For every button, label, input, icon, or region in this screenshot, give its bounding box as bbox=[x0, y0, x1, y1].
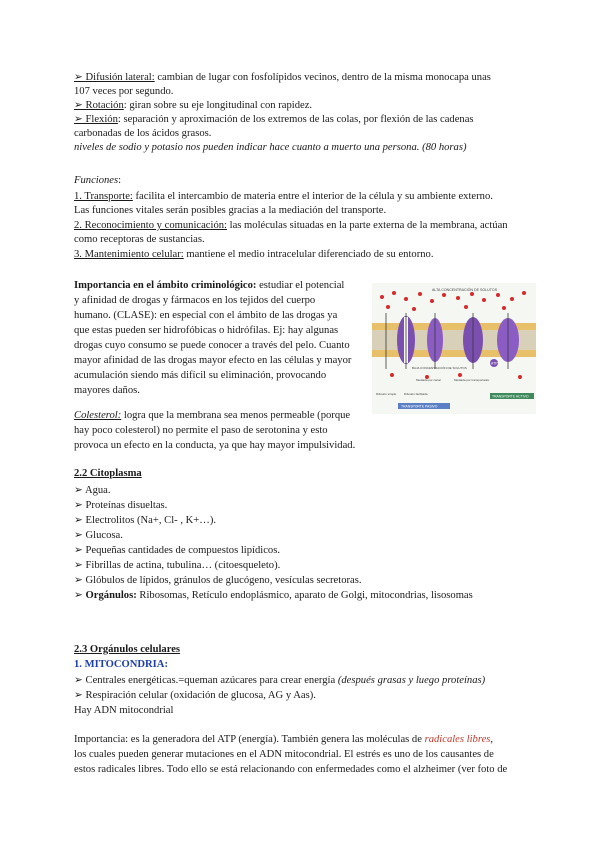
mitocondria-adn: Hay ADN mitocondrial bbox=[74, 705, 174, 716]
label-difusion-facilitada: Difusión facilitada bbox=[404, 392, 428, 396]
rotacion-term: ➢ Rotación bbox=[74, 100, 124, 111]
reconocimiento-term: 2. Reconocimiento y comunicación: bbox=[74, 220, 227, 231]
funciones-heading-colon: : bbox=[118, 175, 122, 186]
importancia-line-5: drogas cuyo consumo se puede conocer a través del pelo. Cuanto bbox=[74, 340, 350, 351]
importancia-mito-line-1 bbox=[74, 733, 493, 746]
importancia-line-3: humano. (CLASE): en especial con el ámbito de las drogas ya bbox=[74, 310, 338, 321]
funciones-heading bbox=[74, 174, 121, 187]
citoplasma-heading: 2.2 Citoplasma bbox=[74, 468, 142, 479]
flexion-line bbox=[74, 113, 474, 126]
importancia-mito-line-2: los cuales pueden generar mutaciones en el ADN mitocondrial. El estrés es uno de los causantes de bbox=[74, 749, 494, 760]
importancia-line-6: mayor afinidad de las drogas mayor efecto en las células y mayor bbox=[74, 355, 352, 366]
citoplasma-item-2: ➢ Proteínas disueltas. bbox=[74, 500, 168, 511]
mitocondria-item-1 bbox=[74, 674, 485, 687]
transporte-term: 1. Transporte: bbox=[74, 191, 133, 202]
tag-active-label: TRANSPORTE ACTIVO bbox=[492, 394, 529, 399]
colesterol-line-1 bbox=[74, 409, 350, 422]
citoplasma-item-1: ➢ Agua. bbox=[74, 485, 111, 496]
importancia-line-2: y afinidad de drogas y fármacos en los tejidos del cuerpo bbox=[74, 295, 316, 306]
importancia-line-7: acumulación siendo más difícil su eliminación, provocando bbox=[74, 370, 327, 381]
organulos-text: Ribosomas, Retículo endoplásmico, aparato de Golgi, mitocondrias, lisosomas bbox=[136, 590, 473, 601]
atp-label: ATP bbox=[491, 361, 498, 366]
tag-passive-label: TRANSPORTE PASIVO bbox=[401, 404, 438, 409]
mantenimiento-text: mantiene el medio intracelular diferenciado de su entorno. bbox=[183, 249, 434, 260]
figure-bottom-label: BAJA CONCENTRACIÓN DE SOLUTOS bbox=[412, 366, 467, 370]
membrane-transport-figure bbox=[372, 283, 536, 414]
mitocondria-item-1-note: (después grasas y luego proteínas) bbox=[337, 675, 486, 686]
rotacion-text: : giran sobre su eje longitudinal con rapidez. bbox=[123, 100, 313, 111]
mitocondria-heading: 1. MITOCONDRIA: bbox=[74, 659, 168, 670]
importancia-mito-text-b: , bbox=[490, 734, 494, 745]
citoplasma-item-4: ➢ Glucosa. bbox=[74, 530, 123, 541]
funcion-mantenimiento bbox=[74, 248, 433, 261]
difusion-text: cambian de lugar con fosfolípidos vecinos, dentro de la misma monocapa unas bbox=[154, 72, 491, 83]
flexion-text: : separación y aproximación de los extremos de las colas, por flexión de las cadenas bbox=[117, 114, 474, 125]
difusion-line bbox=[74, 71, 491, 84]
difusion-term: ➢ Difusión lateral: bbox=[74, 72, 155, 83]
mitocondria-item-1-text: ➢ Centrales energéticas.=queman azúcares para crear energía bbox=[74, 675, 338, 686]
label-transportador: Mediada por transportador bbox=[454, 378, 490, 382]
citoplasma-item-6: ➢ Fibrillas de actina, tubulina… (citoesqueleto). bbox=[74, 560, 281, 571]
colesterol-term: Colesterol: bbox=[74, 410, 122, 421]
radicales-libres-term: radicales libres bbox=[424, 734, 491, 745]
citoplasma-organulos bbox=[74, 589, 473, 602]
transporte-text: facilita el intercambio de materia entre el interior de la célula y su ambiente externo. bbox=[132, 191, 493, 202]
citoplasma-item-3: ➢ Electrolitos (Na+, Cl- , K+…). bbox=[74, 515, 217, 526]
difusion-line-2: 107 veces por segundo. bbox=[74, 86, 174, 97]
citoplasma-item-7: ➢ Glóbulos de lípidos, gránulos de glucógeno, vesículas secretoras. bbox=[74, 575, 362, 586]
reconocimiento-text: las moléculas situadas en la parte externa de la membrana, actúan bbox=[226, 220, 508, 231]
label-difusion-simple: Difusión simple bbox=[376, 392, 397, 396]
importancia-mito-text-a: Importancia: es la generadora del ATP (energía). También genera las moléculas de bbox=[74, 734, 425, 745]
sodio-note: niveles de sodio y potasio nos pueden indicar hace cuanto a muerto una persona. (80 horas) bbox=[74, 142, 467, 153]
colesterol-line-2: hay poco colesterol) no permite el paso de serotonina y esto bbox=[74, 425, 328, 436]
importancia-line-1 bbox=[74, 279, 344, 292]
importancia-heading: Importancia en el ámbito criminológico: bbox=[74, 280, 257, 291]
importancia-text-0: estudiar el potencial bbox=[256, 280, 345, 291]
rotacion-line bbox=[74, 99, 312, 112]
funcion-reconocimiento-2: como receptoras de sustancias. bbox=[74, 234, 205, 245]
organulos-heading: 2.3 Orgánulos celulares bbox=[74, 644, 181, 655]
mantenimiento-term: 3. Mantenimiento celular: bbox=[74, 249, 184, 260]
importancia-mito-line-3: estos radicales libres. Todo ello se está relacionando con enfermedades como el alzheimer (ver foto de bbox=[74, 764, 508, 775]
funcion-transporte-2: Las funciones vitales serán posibles gracias a la mediación del transporte. bbox=[74, 205, 387, 216]
importancia-line-4: que estas pueden ser hidrofóbicas o hidrófilas. Ej: hay algunas bbox=[74, 325, 339, 336]
importancia-line-8: mayores daños. bbox=[74, 385, 140, 396]
mitocondria-item-2: ➢ Respiración celular (oxidación de glucosa, AG y Aas). bbox=[74, 690, 316, 701]
flexion-line-2: carbonadas de los ácidos grasos. bbox=[74, 128, 212, 139]
flexion-term: ➢ Flexión bbox=[74, 114, 118, 125]
colesterol-text: logra que la membrana sea menos permeable (porque bbox=[121, 410, 351, 421]
colesterol-line-3: provoca un efecto en la conducta, ya que hay mayor impulsividad. bbox=[74, 440, 356, 451]
funcion-transporte bbox=[74, 190, 493, 203]
figure-top-label: ALTA CONCENTRACIÓN DE SOLUTOS bbox=[432, 288, 498, 292]
citoplasma-item-5: ➢ Pequeñas cantidades de compuestos lipídicos. bbox=[74, 545, 280, 556]
organulos-term: Orgánulos: bbox=[85, 590, 137, 601]
organulos-arrow: ➢ bbox=[74, 590, 86, 601]
label-canal: Mediada por canal bbox=[416, 378, 441, 382]
funciones-heading-text: Funciones bbox=[74, 175, 119, 186]
funcion-reconocimiento bbox=[74, 219, 508, 232]
